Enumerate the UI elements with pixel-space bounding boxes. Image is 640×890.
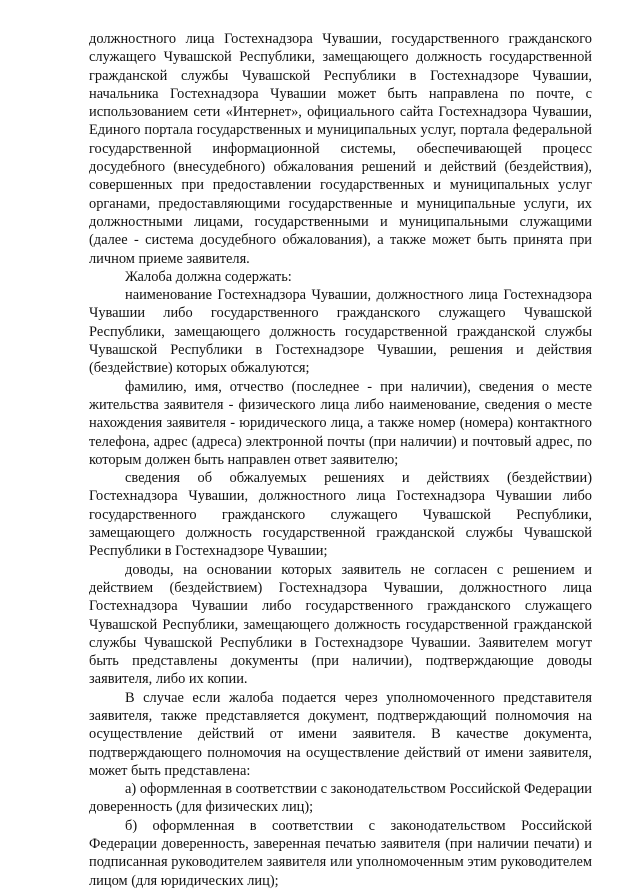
- paragraph-item-a-individuals: а) оформленная в соответствии с законодательством Российской Федерации доверенность (для физических лиц);: [89, 781, 592, 816]
- paragraph-item-arguments: доводы, на основании которых заявитель не согласен с решением и действием (бездействием) Гостехнадзора Чувашии, должностного лица Гостехнадзора Чувашии либо государственного гражданского служащего Чувашской Республики, замещающего должность государственной гражданской службы Чувашской Республики в Гостехнадзоре Чувашии. Заявителем могут быть представлены документы (при наличии), подтверждающие доводы заявителя, либо их копии.: [89, 561, 592, 688]
- paragraph-item-appealed-decisions: сведения об обжалуемых решениях и действиях (бездействии) Гостехнадзора Чувашии, должностного лица Гостехнадзора Чувашии либо государственного гражданского служащего Чувашской Республики, замещающего должность государственной гражданской службы Чувашской Республики в Гостехнадзоре Чувашии;: [89, 470, 592, 560]
- paragraph-item-applicant-details: фамилию, имя, отчество (последнее - при наличии), сведения о месте жительства заявителя - физического лица либо наименование, сведения о месте нахождения заявителя - юридического лица, а также номер (номера) контактного телефона, адрес (адреса) электронной почты (при наличии) и почтовый адрес, по которым должен быть направлен ответ заявителю;: [89, 378, 592, 468]
- paragraph-appeal-channels: должностного лица Гостехнадзора Чувашии, государственного гражданского служащего Чувашской Республики, замещающего должность государственной гражданской службы Чувашской Республики в Гостехнадзоре Чувашии, начальника Гостехнадзора Чувашии может быть направлена по почте, с использованием сети «Интернет», официального сайта Гостехнадзора Чувашии, Единого портала государственных и муниципальных услуг, портала федеральной государственной информационной системы, обеспечивающей процесс досудебного (внесудебного) обжалования решений и действий (бездействия), совершенных при предоставлении государственных и муниципальных услуг органами, предоставляющими государственные и муниципальные услуги, их должностными лицами, государственными и муниципальными служащими (далее - система досудебного обжалования), а также может быть принята при личном приеме заявителя.: [89, 31, 592, 267]
- paragraph-item-b-legal-entities: б) оформленная в соответствии с законодательством Российской Федерации доверенность, заверенная печатью заявителя (при наличии печати) и подписанная руководителем заявителя или уполномоченным этим руководителем лицом (для юридических лиц);: [89, 817, 592, 889]
- paragraph-complaint-contents-intro: Жалоба должна содержать:: [125, 268, 292, 285]
- paragraph-representative: В случае если жалоба подается через уполномоченного представителя заявителя, также представляется документ, подтверждающий полномочия на осуществление действий от имени заявителя. В качестве документа, подтверждающего полномочия на осуществление действий от имени заявителя, может быть представлена:: [89, 689, 592, 779]
- paragraph-item-authority-name: наименование Гостехнадзора Чувашии, должностного лица Гостехнадзора Чувашии либо государственного гражданского служащего Чувашской Республики, замещающего должность государственной гражданской службы Чувашской Республики в Гостехнадзоре Чувашии, решения и действия (бездействие) которых обжалуются;: [89, 287, 592, 377]
- document-body: [89, 30, 592, 890]
